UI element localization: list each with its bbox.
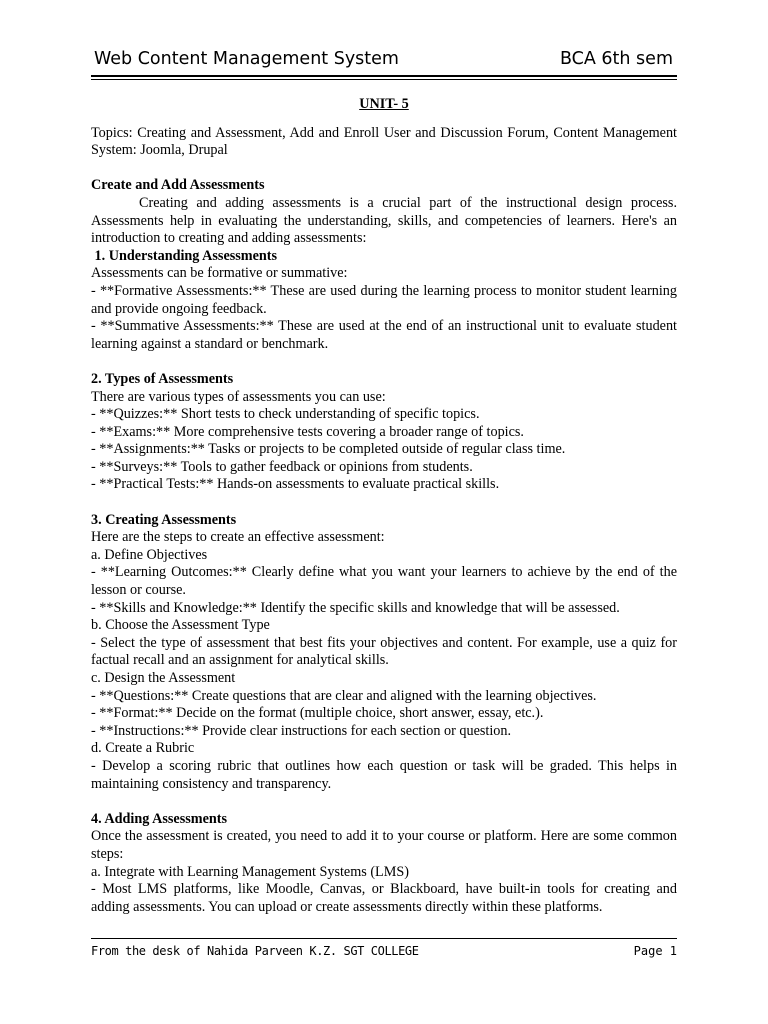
list-item: - **Skills and Knowledge:** Identify the specific skills and knowledge that will be assessed. [91,599,620,616]
section-heading-adding: 4. Adding Assessments [91,810,227,827]
intro-paragraph: Creating and adding assessments is a crucial part of the instructional design process. Assessments help in evaluating the understanding, skills, and competencies of learners. Here's an introduction to creating and adding assessments: [91,194,677,247]
paragraph-line: - **Summative Assessments:** These are used at the end of an instructional unit to evaluate student learning against a standard or benchmark. [91,318,677,352]
page-number: Page 1 [633,944,677,958]
section-heading-understanding: 1. Understanding Assessments [91,247,278,264]
section-heading-types: 2. Types of Assessments [91,370,234,387]
list-item: - Develop a scoring rubric that outlines how each question or task will be graded. This helps in maintaining consistency and transparency. [91,757,677,792]
footer-author: From the desk of Nahida Parveen K.Z. SGT COLLEGE [91,944,419,958]
paragraph-line: - **Formative Assessments:** These are used during the learning process to monitor student learning and provide ongoing feedback. [91,282,677,317]
list-item: - **Questions:** Create questions that are clear and aligned with the learning objectives. [91,687,597,704]
list-item: - **Assignments:** Tasks or projects to be completed outside of regular class time. [91,441,566,458]
list-item: - **Instructions:** Provide clear instructions for each section or question. [91,722,512,739]
list-item: - **Exams:** More comprehensive tests covering a broader range of topics. [91,423,524,440]
header-rule-thin [91,79,677,80]
unit-title: UNIT- 5 [359,96,409,112]
list-item: - Most LMS platforms, like Moodle, Canvas, or Blackboard, have built-in tools for creating and adding assessments. You can upload or create assessments directly within these platforms. [91,881,677,915]
list-item: - **Learning Outcomes:** Clearly define what you want your learners to achieve by the end of the lesson or course. [91,564,677,599]
list-item: - Select the type of assessment that best fits your objectives and content. For example, use a quiz for factual recall and an assignment for analytical skills. [91,634,677,669]
list-item: - **Quizzes:** Short tests to check understanding of specific topics. [91,406,480,423]
step-title: a. Define Objectives [91,546,208,563]
list-item: - **Practical Tests:** Hands-on assessments to evaluate practical skills. [91,476,500,493]
section-heading-create: Create and Add Assessments [91,177,265,194]
page-header [91,47,677,75]
list-item: - **Surveys:** Tools to gather feedback or opinions from students. [91,458,473,475]
paragraph-line: Here are the steps to create an effective assessment: [91,529,385,546]
section-heading-creating: 3. Creating Assessments [91,511,237,528]
list-item: - **Format:** Decide on the format (multiple choice, short answer, essay, etc.). [91,705,544,722]
step-title: c. Design the Assessment [91,670,236,686]
list-item: There are various types of assessments you can use: [91,388,386,405]
step-title: a. Integrate with Learning Management Systems (LMS) [91,863,409,880]
footer-rule [91,938,677,939]
paragraph-line: Once the assessment is created, you need to add it to your course or platform. Here are some common steps: [91,828,677,862]
step-title: b. Choose the Assessment Type [91,617,270,634]
step-title: d. Create a Rubric [91,740,195,757]
header-course-title: Web Content Management System [94,49,399,69]
document-body [91,96,677,916]
header-rule-thick [91,75,677,77]
topics-paragraph: Topics: Creating and Assessment, Add and Enroll User and Discussion Forum, Content Management System: Joomla, Drupal [91,124,677,159]
paragraph-line: Assessments can be formative or summative: [91,265,348,282]
header-semester: BCA 6th sem [559,49,673,69]
